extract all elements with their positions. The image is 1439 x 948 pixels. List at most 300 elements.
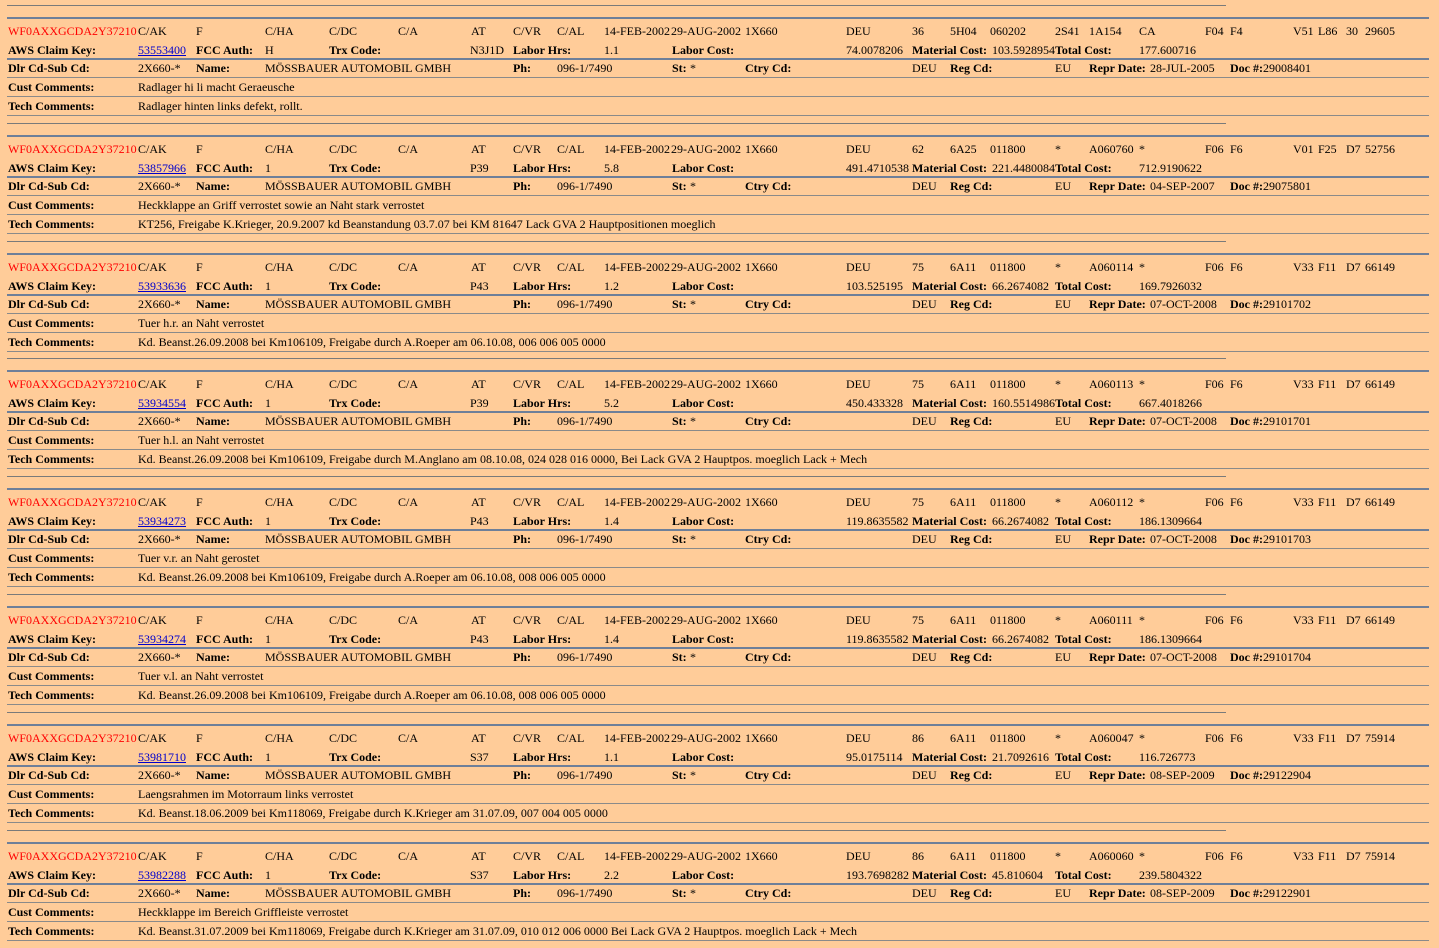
doc-value: 29075801 [1263, 178, 1311, 193]
code-cha: C/HA [265, 613, 294, 627]
code-6: F06 [1205, 259, 1224, 274]
tech-comments-row [0, 804, 1439, 822]
code-cak: C/AK [138, 613, 167, 627]
labor-hrs-value: 1.4 [604, 514, 619, 529]
code-ca: C/A [398, 730, 419, 745]
code-5: * [1139, 613, 1145, 627]
code-1: 6A25 [950, 141, 977, 156]
code-8: V33 [1293, 259, 1314, 274]
country: DEU [846, 24, 871, 38]
code-5: * [1139, 141, 1145, 156]
dlr-code-label: Dlr Cd-Sub Cd: [8, 296, 90, 311]
dealer-row [0, 530, 1439, 548]
claim-row [0, 748, 1439, 766]
material-cost-value: 160.5514986 [992, 396, 1055, 411]
code-cvr: C/VR [513, 730, 542, 745]
repr-date-value: 07-OCT-2008 [1150, 650, 1217, 664]
labor-hrs-label: Labor Hrs: [513, 749, 572, 764]
labor-cost-label: Labor Cost: [672, 514, 735, 529]
repr-date-label: Repr Date: [1089, 296, 1146, 311]
reg-value: EU [1055, 178, 1071, 193]
labor-cost-label: Labor Cost: [672, 632, 735, 646]
labor-cost-value: 491.4710538 [846, 160, 909, 175]
phone-label: Ph: [513, 532, 531, 547]
record-separator [7, 724, 1429, 726]
aws-claim-key-label: AWS Claim Key: [8, 160, 96, 175]
code-10: D7 [1346, 613, 1361, 627]
st-value: * [690, 885, 696, 900]
record-separator [7, 135, 1429, 137]
code-11: 75914 [1365, 848, 1395, 863]
tech-comments-value: KT256, Freigabe K.Krieger, 20.9.2007 kd Beanstandung 03.7.07 bei KM 81647 Lack GVA 2 Hauptpositionen moeglich [138, 216, 716, 231]
cust-comments-row [0, 78, 1439, 96]
vehicle-row [0, 140, 1439, 158]
cust-comments-row [0, 667, 1439, 685]
doc-value: 29101702 [1263, 296, 1311, 311]
code-7: F6 [1230, 377, 1243, 392]
code-2: 011800 [990, 613, 1026, 627]
dealer-name: MÖSSBAUER AUTOMOBIL GMBH [265, 650, 452, 664]
material-cost-value: 66.2674082 [992, 632, 1049, 646]
fcc-auth-label: FCC Auth: [196, 396, 254, 411]
code-4: A060060 [1089, 848, 1134, 863]
dealer-row [0, 766, 1439, 784]
code-7: F4 [1230, 24, 1243, 38]
claim-key-link[interactable]: 53934554 [138, 396, 186, 411]
country: DEU [846, 141, 871, 156]
trx-code-label: Trx Code: [329, 396, 382, 411]
name-label: Name: [196, 767, 230, 782]
code-cal: C/AL [557, 848, 585, 863]
code-2: 011800 [990, 495, 1026, 510]
build-date: 14-FEB-2002 [604, 495, 670, 510]
fcc-auth-value: 1 [265, 278, 271, 293]
code-6: F06 [1205, 848, 1224, 863]
cust-comments-value: Tuer h.l. an Naht verrostet [138, 433, 265, 448]
vin: WF0AXXGCDA2Y37210 [8, 377, 137, 392]
sale-date: 29-AUG-2002 [671, 24, 741, 38]
code-7: F6 [1230, 141, 1243, 156]
phone-value: 096-1/7490 [557, 296, 613, 311]
tech-comments-label: Tech Comments: [8, 805, 95, 820]
phone-value: 096-1/7490 [557, 414, 613, 429]
trx-code-value: S37 [470, 749, 489, 764]
st-value: * [690, 767, 696, 782]
code-2: 011800 [990, 848, 1026, 863]
labor-cost-label: Labor Cost: [672, 278, 735, 293]
total-cost-label: Total Cost: [1055, 43, 1112, 57]
row-divider [7, 822, 1429, 823]
total-cost-label: Total Cost: [1055, 160, 1112, 175]
labor-cost-label: Labor Cost: [672, 160, 735, 175]
sale-date: 29-AUG-2002 [671, 259, 741, 274]
code-cvr: C/VR [513, 24, 542, 38]
code-cal: C/AL [557, 377, 585, 392]
labor-hrs-label: Labor Hrs: [513, 160, 572, 175]
code-4: A060112 [1089, 495, 1134, 510]
vin: WF0AXXGCDA2Y37210 [8, 848, 137, 863]
code-10: D7 [1346, 848, 1361, 863]
total-cost-value: 186.1309664 [1139, 632, 1202, 646]
claim-key-link[interactable]: 53934273 [138, 514, 186, 529]
tech-comments-label: Tech Comments: [8, 334, 95, 349]
record-separator [7, 241, 1226, 242]
material-cost-label: Material Cost: [912, 867, 987, 882]
code-9: F11 [1318, 848, 1337, 863]
code-at: AT [471, 259, 486, 274]
code-4: A060047 [1089, 730, 1134, 745]
sale-date: 29-AUG-2002 [671, 730, 741, 745]
reg-value: EU [1055, 414, 1071, 429]
phone-label: Ph: [513, 885, 531, 900]
aws-claim-key-label: AWS Claim Key: [8, 43, 96, 57]
dealer-name: MÖSSBAUER AUTOMOBIL GMBH [265, 296, 452, 311]
code-cal: C/AL [557, 141, 585, 156]
code-9: F11 [1318, 377, 1337, 392]
code-cdc: C/DC [329, 141, 358, 156]
cust-comments-label: Cust Comments: [8, 786, 95, 801]
claim-key-link[interactable]: 53933636 [138, 278, 186, 293]
vehicle-row [0, 611, 1439, 629]
fcc-auth-label: FCC Auth: [196, 514, 254, 529]
code-4: A060760 [1089, 141, 1134, 156]
code-cdc: C/DC [329, 495, 358, 510]
name-label: Name: [196, 532, 230, 547]
repr-date-label: Repr Date: [1089, 885, 1146, 900]
reg-value: EU [1055, 885, 1071, 900]
aws-claim-key-label: AWS Claim Key: [8, 749, 96, 764]
vehicle-row [0, 375, 1439, 393]
code-11: 66149 [1365, 613, 1395, 627]
model-code: 1X660 [745, 730, 778, 745]
doc-label: Doc #: [1230, 414, 1263, 429]
cust-comments-label: Cust Comments: [8, 80, 95, 94]
st-label: St: [672, 650, 687, 664]
sale-date: 29-AUG-2002 [671, 377, 741, 392]
code-4: A060114 [1089, 259, 1134, 274]
claim-row [0, 277, 1439, 295]
code-cak: C/AK [138, 141, 167, 156]
code-cal: C/AL [557, 24, 585, 38]
labor-hrs-label: Labor Hrs: [513, 632, 572, 646]
fcc-auth-value: H [265, 43, 274, 57]
code-5: * [1139, 495, 1145, 510]
claim-record [0, 830, 1439, 948]
code-cdc: C/DC [329, 730, 358, 745]
doc-label: Doc #: [1230, 532, 1263, 547]
st-label: St: [672, 532, 687, 547]
aws-claim-key-label: AWS Claim Key: [8, 514, 96, 529]
code-8: V33 [1293, 495, 1314, 510]
code-2: 060202 [990, 24, 1026, 38]
fcc-auth-label: FCC Auth: [196, 278, 254, 293]
name-label: Name: [196, 885, 230, 900]
dealer-row [0, 59, 1439, 77]
code-at: AT [471, 24, 486, 38]
code-10: D7 [1346, 259, 1361, 274]
phone-value: 096-1/7490 [557, 532, 613, 547]
trx-code-value: P39 [470, 160, 489, 175]
tech-comments-label: Tech Comments: [8, 923, 95, 938]
code-5: * [1139, 377, 1145, 392]
material-cost-label: Material Cost: [912, 396, 987, 411]
total-cost-label: Total Cost: [1055, 514, 1112, 529]
dealer-name: MÖSSBAUER AUTOMOBIL GMBH [265, 885, 452, 900]
cust-comments-value: Radlager hi li macht Geraeusche [138, 80, 295, 94]
country: DEU [846, 259, 871, 274]
code-cvr: C/VR [513, 613, 542, 627]
code-f: F [196, 495, 203, 510]
code-11: 52756 [1365, 141, 1395, 156]
total-cost-value: 116.726773 [1139, 749, 1196, 764]
cust-comments-label: Cust Comments: [8, 315, 95, 330]
trx-code-label: Trx Code: [329, 160, 382, 175]
claim-record [0, 594, 1439, 712]
reg-label: Reg Cd: [950, 61, 993, 75]
code-11: 75914 [1365, 730, 1395, 745]
dlr-code-label: Dlr Cd-Sub Cd: [8, 767, 90, 782]
dlr-code-value: 2X660-* [138, 767, 181, 782]
ctry-value: DEU [912, 414, 937, 429]
code-cdc: C/DC [329, 613, 358, 627]
build-date: 14-FEB-2002 [604, 377, 670, 392]
code-9: F11 [1318, 613, 1337, 627]
total-cost-value: 169.7926032 [1139, 278, 1202, 293]
claim-key-link[interactable]: 53857966 [138, 160, 186, 175]
code-3: * [1055, 377, 1061, 392]
record-separator [7, 842, 1429, 844]
doc-label: Doc #: [1230, 296, 1263, 311]
dealer-row [0, 884, 1439, 902]
code-ca: C/A [398, 377, 419, 392]
dealer-name: MÖSSBAUER AUTOMOBIL GMBH [265, 414, 452, 429]
labor-hrs-value: 1.2 [604, 278, 619, 293]
doc-value: 29101701 [1263, 414, 1311, 429]
cust-comments-value: Heckklappe im Bereich Griffleiste verrostet [138, 904, 349, 919]
tech-comments-value: Kd. Beanst.18.06.2009 bei Km118069, Freigabe durch K.Krieger am 31.07.09, 007 004 005 0000 [138, 805, 608, 820]
model-code: 1X660 [745, 259, 778, 274]
trx-code-label: Trx Code: [329, 867, 382, 882]
vin: WF0AXXGCDA2Y37210 [8, 141, 137, 156]
trx-code-label: Trx Code: [329, 514, 382, 529]
trx-code-value: P43 [470, 632, 489, 646]
labor-cost-value: 193.7698282 [846, 867, 909, 882]
labor-hrs-label: Labor Hrs: [513, 514, 572, 529]
vin: WF0AXXGCDA2Y37210 [8, 613, 137, 627]
labor-hrs-label: Labor Hrs: [513, 396, 572, 411]
km-code: 86 [912, 730, 924, 745]
dlr-code-label: Dlr Cd-Sub Cd: [8, 532, 90, 547]
ctry-label: Ctry Cd: [745, 61, 792, 75]
aws-claim-key-label: AWS Claim Key: [8, 632, 96, 646]
cust-comments-row [0, 549, 1439, 567]
row-divider [7, 586, 1429, 587]
reg-label: Reg Cd: [950, 767, 993, 782]
cust-comments-row [0, 431, 1439, 449]
phone-value: 096-1/7490 [557, 767, 613, 782]
model-code: 1X660 [745, 848, 778, 863]
code-f: F [196, 141, 203, 156]
material-cost-value: 21.7092616 [992, 749, 1049, 764]
code-ca: C/A [398, 24, 419, 38]
tech-comments-row [0, 568, 1439, 586]
code-3: * [1055, 613, 1061, 627]
code-cal: C/AL [557, 730, 585, 745]
repr-date-label: Repr Date: [1089, 767, 1146, 782]
total-cost-value: 239.5804322 [1139, 867, 1202, 882]
reg-label: Reg Cd: [950, 885, 993, 900]
fcc-auth-label: FCC Auth: [196, 160, 254, 175]
code-3: * [1055, 730, 1061, 745]
fcc-auth-label: FCC Auth: [196, 43, 254, 57]
code-6: F06 [1205, 141, 1224, 156]
code-11: 29605 [1365, 24, 1395, 38]
labor-cost-label: Labor Cost: [672, 396, 735, 411]
record-separator [7, 488, 1429, 490]
code-cvr: C/VR [513, 377, 542, 392]
code-cha: C/HA [265, 141, 294, 156]
labor-cost-label: Labor Cost: [672, 867, 735, 882]
code-8: V33 [1293, 848, 1314, 863]
ctry-label: Ctry Cd: [745, 296, 792, 311]
tech-comments-value: Kd. Beanst.26.09.2008 bei Km106109, Freigabe durch A.Roeper am 06.10.08, 008 006 005 0000 [138, 570, 606, 585]
doc-label: Doc #: [1230, 650, 1263, 664]
tech-comments-row [0, 686, 1439, 704]
claim-record [0, 123, 1439, 241]
total-cost-label: Total Cost: [1055, 749, 1112, 764]
code-7: F6 [1230, 848, 1243, 863]
code-at: AT [471, 141, 486, 156]
record-separator [7, 17, 1429, 19]
tech-comments-value: Kd. Beanst.26.09.2008 bei Km106109, Freigabe durch A.Roeper am 06.10.08, 006 006 005 0000 [138, 334, 606, 349]
dealer-row [0, 177, 1439, 195]
name-label: Name: [196, 650, 230, 664]
cust-comments-row [0, 903, 1439, 921]
code-cvr: C/VR [513, 141, 542, 156]
st-label: St: [672, 296, 687, 311]
sale-date: 29-AUG-2002 [671, 495, 741, 510]
code-f: F [196, 848, 203, 863]
model-code: 1X660 [745, 613, 778, 627]
labor-cost-value: 103.525195 [846, 278, 903, 293]
dlr-code-value: 2X660-* [138, 650, 181, 664]
record-separator [7, 606, 1429, 608]
trx-code-value: P43 [470, 278, 489, 293]
record-separator [7, 253, 1429, 255]
tech-comments-label: Tech Comments: [8, 216, 95, 231]
code-f: F [196, 377, 203, 392]
km-code: 36 [912, 24, 924, 38]
ctry-value: DEU [912, 885, 937, 900]
material-cost-value: 45.810604 [992, 867, 1043, 882]
st-label: St: [672, 178, 687, 193]
phone-value: 096-1/7490 [557, 61, 613, 75]
code-10: D7 [1346, 495, 1361, 510]
km-code: 75 [912, 495, 924, 510]
cust-comments-value: Laengsrahmen im Motorraum links verrostet [138, 786, 354, 801]
code-3: * [1055, 259, 1061, 274]
repr-date-value: 07-OCT-2008 [1150, 414, 1217, 429]
phone-value: 096-1/7490 [557, 650, 613, 664]
vehicle-row [0, 22, 1439, 40]
code-cdc: C/DC [329, 24, 358, 38]
code-3: * [1055, 141, 1061, 156]
dealer-row [0, 412, 1439, 430]
code-cha: C/HA [265, 495, 294, 510]
dealer-name: MÖSSBAUER AUTOMOBIL GMBH [265, 178, 452, 193]
code-2: 011800 [990, 141, 1026, 156]
doc-value: 29101704 [1263, 650, 1311, 664]
aws-claim-key-label: AWS Claim Key: [8, 867, 96, 882]
labor-hrs-value: 1.1 [604, 43, 619, 57]
code-cvr: C/VR [513, 848, 542, 863]
code-ca: C/A [398, 848, 419, 863]
code-f: F [196, 613, 203, 627]
repr-date-value: 07-OCT-2008 [1150, 296, 1217, 311]
claim-key-link[interactable]: 53934274 [138, 632, 186, 646]
code-6: F04 [1205, 24, 1224, 38]
model-code: 1X660 [745, 141, 778, 156]
st-value: * [690, 296, 696, 311]
repr-date-label: Repr Date: [1089, 178, 1146, 193]
code-f: F [196, 259, 203, 274]
code-5: * [1139, 848, 1145, 863]
claim-row [0, 159, 1439, 177]
claim-row [0, 866, 1439, 884]
fcc-auth-value: 1 [265, 867, 271, 882]
code-7: F6 [1230, 730, 1243, 745]
tech-comments-label: Tech Comments: [8, 570, 95, 585]
code-at: AT [471, 377, 486, 392]
repr-date-label: Repr Date: [1089, 414, 1146, 429]
vin: WF0AXXGCDA2Y37210 [8, 730, 137, 745]
labor-hrs-label: Labor Hrs: [513, 278, 572, 293]
code-6: F06 [1205, 377, 1224, 392]
code-9: F11 [1318, 730, 1337, 745]
claim-key-link[interactable]: 53553400 [138, 43, 186, 57]
code-4: A060111 [1089, 613, 1133, 627]
code-cvr: C/VR [513, 495, 542, 510]
phone-label: Ph: [513, 767, 531, 782]
record-separator [7, 594, 1226, 595]
repr-date-label: Repr Date: [1089, 532, 1146, 547]
reg-label: Reg Cd: [950, 532, 993, 547]
build-date: 14-FEB-2002 [604, 730, 670, 745]
record-separator [7, 358, 1226, 359]
claim-key-link[interactable]: 53981710 [138, 749, 186, 764]
code-ca: C/A [398, 141, 419, 156]
row-divider [7, 233, 1429, 234]
claim-row [0, 41, 1439, 59]
code-at: AT [471, 730, 486, 745]
claim-record [0, 5, 1439, 123]
cust-comments-value: Tuer v.r. an Naht gerostet [138, 551, 260, 566]
total-cost-label: Total Cost: [1055, 867, 1112, 882]
trx-code-label: Trx Code: [329, 278, 382, 293]
claim-key-link[interactable]: 53982288 [138, 867, 186, 882]
code-cdc: C/DC [329, 377, 358, 392]
dealer-row [0, 648, 1439, 666]
dlr-code-label: Dlr Cd-Sub Cd: [8, 178, 90, 193]
row-divider [7, 115, 1429, 116]
vehicle-row [0, 847, 1439, 865]
claim-row [0, 630, 1439, 648]
ctry-label: Ctry Cd: [745, 414, 792, 429]
material-cost-label: Material Cost: [912, 749, 987, 764]
st-label: St: [672, 885, 687, 900]
code-10: D7 [1346, 141, 1361, 156]
model-code: 1X660 [745, 495, 778, 510]
